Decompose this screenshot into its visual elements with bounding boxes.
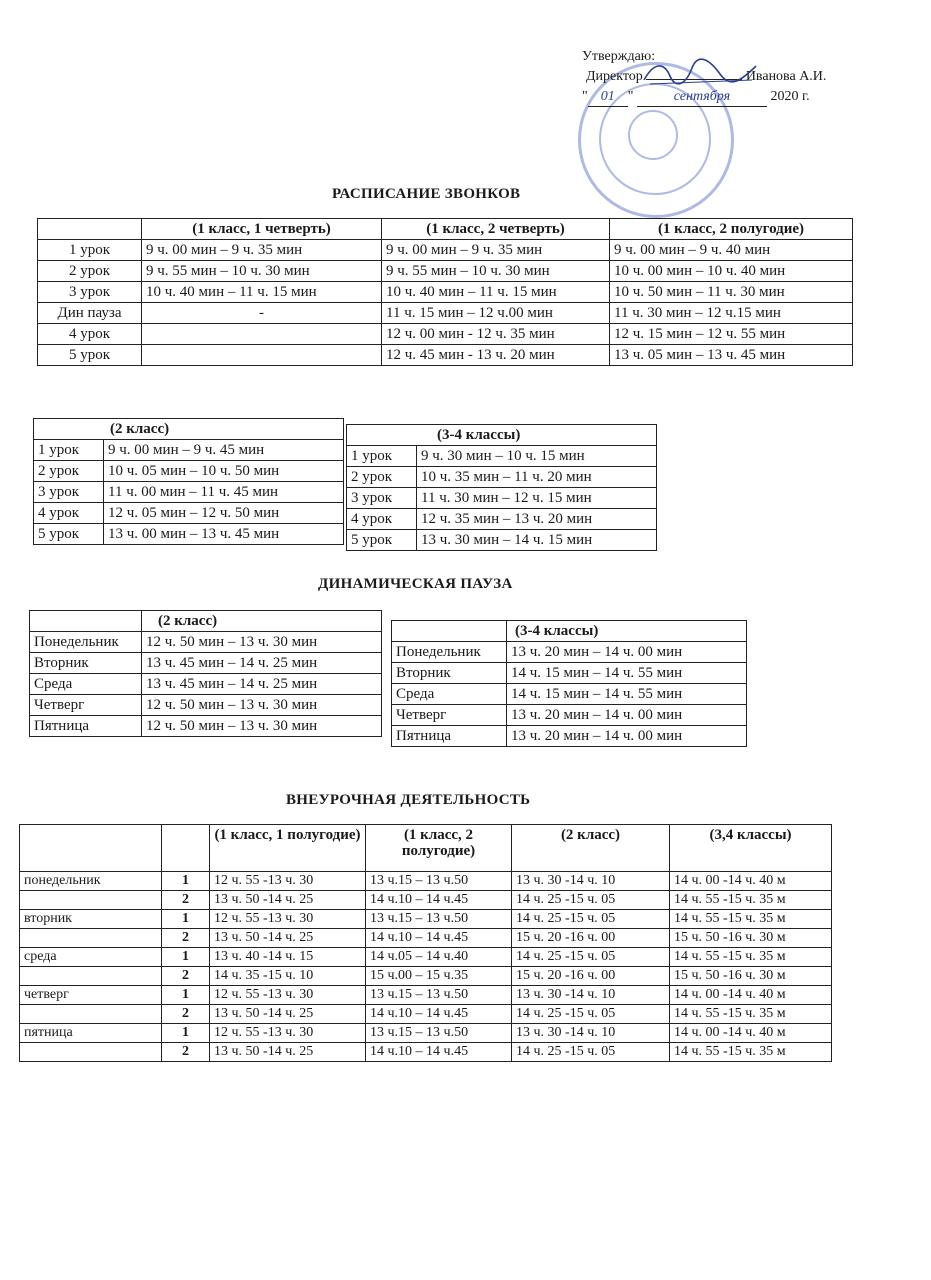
- session-number: 1: [162, 910, 210, 929]
- table-row: [38, 261, 853, 282]
- time-cell: 10 ч. 40 мин – 11 ч. 15 мин: [142, 282, 382, 303]
- time-cell: 9 ч. 00 мин – 9 ч. 35 мин: [142, 240, 382, 261]
- grade2-bells-table: [33, 418, 344, 545]
- time-cell: 9 ч. 00 мин – 9 ч. 35 мин: [382, 240, 610, 261]
- time-cell: 14 ч. 25 -15 ч. 05: [512, 948, 670, 967]
- table-header-row: [38, 219, 853, 240]
- time-cell: 15 ч. 50 -16 ч. 30 м: [670, 929, 832, 948]
- dynamic-grade2-table: [29, 610, 382, 737]
- table-row: [30, 716, 382, 737]
- lesson-label: 4 урок: [38, 324, 142, 345]
- time-cell: 15 ч. 20 -16 ч. 00: [512, 929, 670, 948]
- table-row: [392, 726, 747, 747]
- time-cell: 13 ч.15 – 13 ч.50: [366, 986, 512, 1005]
- time-cell: 10 ч. 05 мин – 10 ч. 50 мин: [104, 461, 344, 482]
- time-cell: 13 ч. 05 мин – 13 ч. 45 мин: [610, 345, 853, 366]
- time-cell: 14 ч. 55 -15 ч. 35 м: [670, 910, 832, 929]
- table-row: [20, 948, 832, 967]
- time-cell: -: [142, 303, 382, 324]
- lesson-label: 4 урок: [34, 503, 104, 524]
- time-cell: 12 ч. 55 -13 ч. 30: [210, 910, 366, 929]
- table-row: [20, 910, 832, 929]
- table-row: [34, 503, 344, 524]
- day-label: Пятница: [392, 726, 507, 747]
- table-row: [20, 1005, 832, 1024]
- time-cell: 13 ч. 50 -14 ч. 25: [210, 929, 366, 948]
- time-cell: 12 ч. 00 мин - 12 ч. 35 мин: [382, 324, 610, 345]
- time-cell: 10 ч. 50 мин – 11 ч. 30 мин: [610, 282, 853, 303]
- session-number: 2: [162, 967, 210, 986]
- time-cell: 9 ч. 55 мин – 10 ч. 30 мин: [382, 261, 610, 282]
- header-cell: [162, 825, 210, 872]
- day-label: Четверг: [392, 705, 507, 726]
- stamp-emblem: [628, 110, 678, 160]
- time-cell: 12 ч. 50 мин – 13 ч. 30 мин: [142, 695, 382, 716]
- extracurricular-title: ВНЕУРОЧНАЯ ДЕЯТЕЛЬНОСТЬ: [286, 792, 531, 808]
- time-cell: 11 ч. 30 мин – 12 ч. 15 мин: [417, 488, 657, 509]
- day-label: Среда: [30, 674, 142, 695]
- table-row: [38, 282, 853, 303]
- time-cell: 13 ч. 45 мин – 14 ч. 25 мин: [142, 674, 382, 695]
- header-cell: (2 класс): [34, 419, 344, 440]
- table-row: [30, 653, 382, 674]
- table-row: [20, 967, 832, 986]
- time-cell: 13 ч. 20 мин – 14 ч. 00 мин: [507, 705, 747, 726]
- day-label: вторник: [20, 910, 162, 929]
- table-row: [392, 705, 747, 726]
- time-cell: 13 ч.15 – 13 ч.50: [366, 910, 512, 929]
- day-label: понедельник: [20, 872, 162, 891]
- time-cell: 13 ч.15 – 13 ч.50: [366, 1024, 512, 1043]
- header-cell: (2 класс): [142, 611, 382, 632]
- table-header-row: [392, 621, 747, 642]
- header-cell: (1 класс, 2 полугодие): [610, 219, 853, 240]
- day-label: Понедельник: [392, 642, 507, 663]
- time-cell: 13 ч. 50 -14 ч. 25: [210, 1005, 366, 1024]
- time-cell: 13 ч. 20 мин – 14 ч. 00 мин: [507, 642, 747, 663]
- time-cell: [142, 324, 382, 345]
- session-number: 2: [162, 1043, 210, 1062]
- day-label: [20, 1043, 162, 1062]
- header-cell: (1 класс, 2 полугодие): [366, 825, 512, 872]
- session-number: 1: [162, 948, 210, 967]
- header-cell: [38, 219, 142, 240]
- day-label: Среда: [392, 684, 507, 705]
- time-cell: 12 ч. 35 мин – 13 ч. 20 мин: [417, 509, 657, 530]
- time-cell: 13 ч. 45 мин – 14 ч. 25 мин: [142, 653, 382, 674]
- table-row: [20, 1043, 832, 1062]
- time-cell: 13 ч. 30 -14 ч. 10: [512, 1024, 670, 1043]
- time-cell: 14 ч.10 – 14 ч.45: [366, 1043, 512, 1062]
- table-row: [30, 695, 382, 716]
- date-year: 2020 г.: [770, 89, 810, 104]
- day-label: Вторник: [392, 663, 507, 684]
- time-cell: 14 ч. 15 мин – 14 ч. 55 мин: [507, 663, 747, 684]
- lesson-label: 3 урок: [34, 482, 104, 503]
- dynamic-title: ДИНАМИЧЕСКАЯ ПАУЗА: [318, 576, 513, 592]
- approval-date: " 01 " сентября 2020 г.: [582, 88, 810, 107]
- session-number: 2: [162, 929, 210, 948]
- bells-title: РАСПИСАНИЕ ЗВОНКОВ: [332, 186, 521, 202]
- session-number: 2: [162, 891, 210, 910]
- header-cell: (3,4 классы): [670, 825, 832, 872]
- table-row: [20, 891, 832, 910]
- time-cell: 10 ч. 00 мин – 10 ч. 40 мин: [610, 261, 853, 282]
- table-header-row: [20, 825, 832, 872]
- time-cell: 9 ч. 00 мин – 9 ч. 45 мин: [104, 440, 344, 461]
- table-row: [30, 632, 382, 653]
- time-cell: 14 ч. 25 -15 ч. 05: [512, 1005, 670, 1024]
- table-row: [347, 446, 657, 467]
- day-label: Пятница: [30, 716, 142, 737]
- time-cell: 15 ч. 50 -16 ч. 30 м: [670, 967, 832, 986]
- day-label: Четверг: [30, 695, 142, 716]
- table-row: [20, 929, 832, 948]
- table-row: [392, 684, 747, 705]
- table-row: [347, 488, 657, 509]
- header-cell: (1 класс, 1 полугодие): [210, 825, 366, 872]
- day-label: [20, 929, 162, 948]
- lesson-label: 1 урок: [347, 446, 417, 467]
- header-cell: (1 класс, 2 четверть): [382, 219, 610, 240]
- header-cell: [30, 611, 142, 632]
- day-label: [20, 891, 162, 910]
- time-cell: 13 ч.15 – 13 ч.50: [366, 872, 512, 891]
- grade34-bells-table: [346, 424, 657, 551]
- time-cell: 10 ч. 35 мин – 11 ч. 20 мин: [417, 467, 657, 488]
- time-cell: 13 ч. 00 мин – 13 ч. 45 мин: [104, 524, 344, 545]
- time-cell: 14 ч. 55 -15 ч. 35 м: [670, 948, 832, 967]
- bells-table: [37, 218, 853, 366]
- table-row: [347, 509, 657, 530]
- header-cell: (2 класс): [512, 825, 670, 872]
- time-cell: 10 ч. 40 мин – 11 ч. 15 мин: [382, 282, 610, 303]
- table-row: [34, 482, 344, 503]
- time-cell: 14 ч. 25 -15 ч. 05: [512, 891, 670, 910]
- lesson-label: 4 урок: [347, 509, 417, 530]
- time-cell: 12 ч. 55 -13 ч. 30: [210, 1024, 366, 1043]
- table-row: [347, 467, 657, 488]
- day-label: [20, 967, 162, 986]
- time-cell: 14 ч. 35 -15 ч. 10: [210, 967, 366, 986]
- dynamic-grade34-table: [391, 620, 747, 747]
- lesson-label: 5 урок: [347, 530, 417, 551]
- time-cell: 9 ч. 55 мин – 10 ч. 30 мин: [142, 261, 382, 282]
- session-number: 1: [162, 872, 210, 891]
- time-cell: 11 ч. 15 мин – 12 ч.00 мин: [382, 303, 610, 324]
- day-label: [20, 1005, 162, 1024]
- lesson-label: 1 урок: [34, 440, 104, 461]
- time-cell: 13 ч. 50 -14 ч. 25: [210, 891, 366, 910]
- table-row: [34, 461, 344, 482]
- lesson-label: 2 урок: [347, 467, 417, 488]
- date-day: 01: [588, 88, 628, 107]
- table-row: [38, 324, 853, 345]
- table-row: [38, 345, 853, 366]
- table-row: [30, 674, 382, 695]
- time-cell: 12 ч. 15 мин – 12 ч. 55 мин: [610, 324, 853, 345]
- header-cell: (3-4 классы): [347, 425, 657, 446]
- day-label: среда: [20, 948, 162, 967]
- time-cell: 14 ч.10 – 14 ч.45: [366, 929, 512, 948]
- time-cell: 14 ч. 25 -15 ч. 05: [512, 1043, 670, 1062]
- time-cell: 13 ч. 30 -14 ч. 10: [512, 872, 670, 891]
- time-cell: 11 ч. 30 мин – 12 ч.15 мин: [610, 303, 853, 324]
- time-cell: 13 ч. 40 -14 ч. 15: [210, 948, 366, 967]
- time-cell: 14 ч.10 – 14 ч.45: [366, 1005, 512, 1024]
- time-cell: 12 ч. 05 мин – 12 ч. 50 мин: [104, 503, 344, 524]
- day-label: Понедельник: [30, 632, 142, 653]
- time-cell: 15 ч.00 – 15 ч.35: [366, 967, 512, 986]
- time-cell: 12 ч. 55 -13 ч. 30: [210, 872, 366, 891]
- time-cell: [142, 345, 382, 366]
- table-row: [20, 872, 832, 891]
- header-cell: (3-4 классы): [507, 621, 747, 642]
- table-row: [392, 642, 747, 663]
- table-row: [34, 524, 344, 545]
- director-title: Директор: [586, 69, 643, 84]
- lesson-label: Дин пауза: [38, 303, 142, 324]
- table-row: [20, 1024, 832, 1043]
- director-signature: [640, 58, 760, 88]
- lesson-label: 2 урок: [38, 261, 142, 282]
- date-month: сентября: [637, 88, 767, 107]
- time-cell: 11 ч. 00 мин – 11 ч. 45 мин: [104, 482, 344, 503]
- time-cell: 9 ч. 30 мин – 10 ч. 15 мин: [417, 446, 657, 467]
- director-name: Иванова А.И.: [745, 69, 827, 84]
- lesson-label: 3 урок: [347, 488, 417, 509]
- time-cell: 14 ч. 55 -15 ч. 35 м: [670, 891, 832, 910]
- lesson-label: 1 урок: [38, 240, 142, 261]
- header-cell: (1 класс, 1 четверть): [142, 219, 382, 240]
- table-row: [34, 440, 344, 461]
- approval-line: Утверждаю:: [582, 49, 656, 64]
- time-cell: 14 ч. 00 -14 ч. 40 м: [670, 986, 832, 1005]
- day-label: четверг: [20, 986, 162, 1005]
- table-header-row: [30, 611, 382, 632]
- header-cell: [20, 825, 162, 872]
- time-cell: 12 ч. 50 мин – 13 ч. 30 мин: [142, 632, 382, 653]
- table-header-row: [34, 419, 344, 440]
- time-cell: 14 ч.05 – 14 ч.40: [366, 948, 512, 967]
- session-number: 1: [162, 986, 210, 1005]
- table-row: [38, 240, 853, 261]
- time-cell: 9 ч. 00 мин – 9 ч. 40 мин: [610, 240, 853, 261]
- time-cell: 13 ч. 50 -14 ч. 25: [210, 1043, 366, 1062]
- extracurricular-table: [19, 824, 832, 1062]
- lesson-label: 3 урок: [38, 282, 142, 303]
- lesson-label: 2 урок: [34, 461, 104, 482]
- time-cell: 14 ч. 55 -15 ч. 35 м: [670, 1043, 832, 1062]
- time-cell: 13 ч. 30 -14 ч. 10: [512, 986, 670, 1005]
- lesson-label: 5 урок: [38, 345, 142, 366]
- time-cell: 14 ч.10 – 14 ч.45: [366, 891, 512, 910]
- session-number: 1: [162, 1024, 210, 1043]
- time-cell: 14 ч. 00 -14 ч. 40 м: [670, 1024, 832, 1043]
- table-row: [347, 530, 657, 551]
- time-cell: 14 ч. 55 -15 ч. 35 м: [670, 1005, 832, 1024]
- table-row: [38, 303, 853, 324]
- time-cell: 14 ч. 25 -15 ч. 05: [512, 910, 670, 929]
- time-cell: 14 ч. 00 -14 ч. 40 м: [670, 872, 832, 891]
- day-label: пятница: [20, 1024, 162, 1043]
- session-number: 2: [162, 1005, 210, 1024]
- time-cell: 12 ч. 45 мин - 13 ч. 20 мин: [382, 345, 610, 366]
- time-cell: 12 ч. 50 мин – 13 ч. 30 мин: [142, 716, 382, 737]
- table-row: [20, 986, 832, 1005]
- time-cell: 13 ч. 20 мин – 14 ч. 00 мин: [507, 726, 747, 747]
- day-label: Вторник: [30, 653, 142, 674]
- time-cell: 12 ч. 55 -13 ч. 30: [210, 986, 366, 1005]
- time-cell: 15 ч. 20 -16 ч. 00: [512, 967, 670, 986]
- table-row: [392, 663, 747, 684]
- header-cell: [392, 621, 507, 642]
- lesson-label: 5 урок: [34, 524, 104, 545]
- time-cell: 13 ч. 30 мин – 14 ч. 15 мин: [417, 530, 657, 551]
- table-header-row: [347, 425, 657, 446]
- time-cell: 14 ч. 15 мин – 14 ч. 55 мин: [507, 684, 747, 705]
